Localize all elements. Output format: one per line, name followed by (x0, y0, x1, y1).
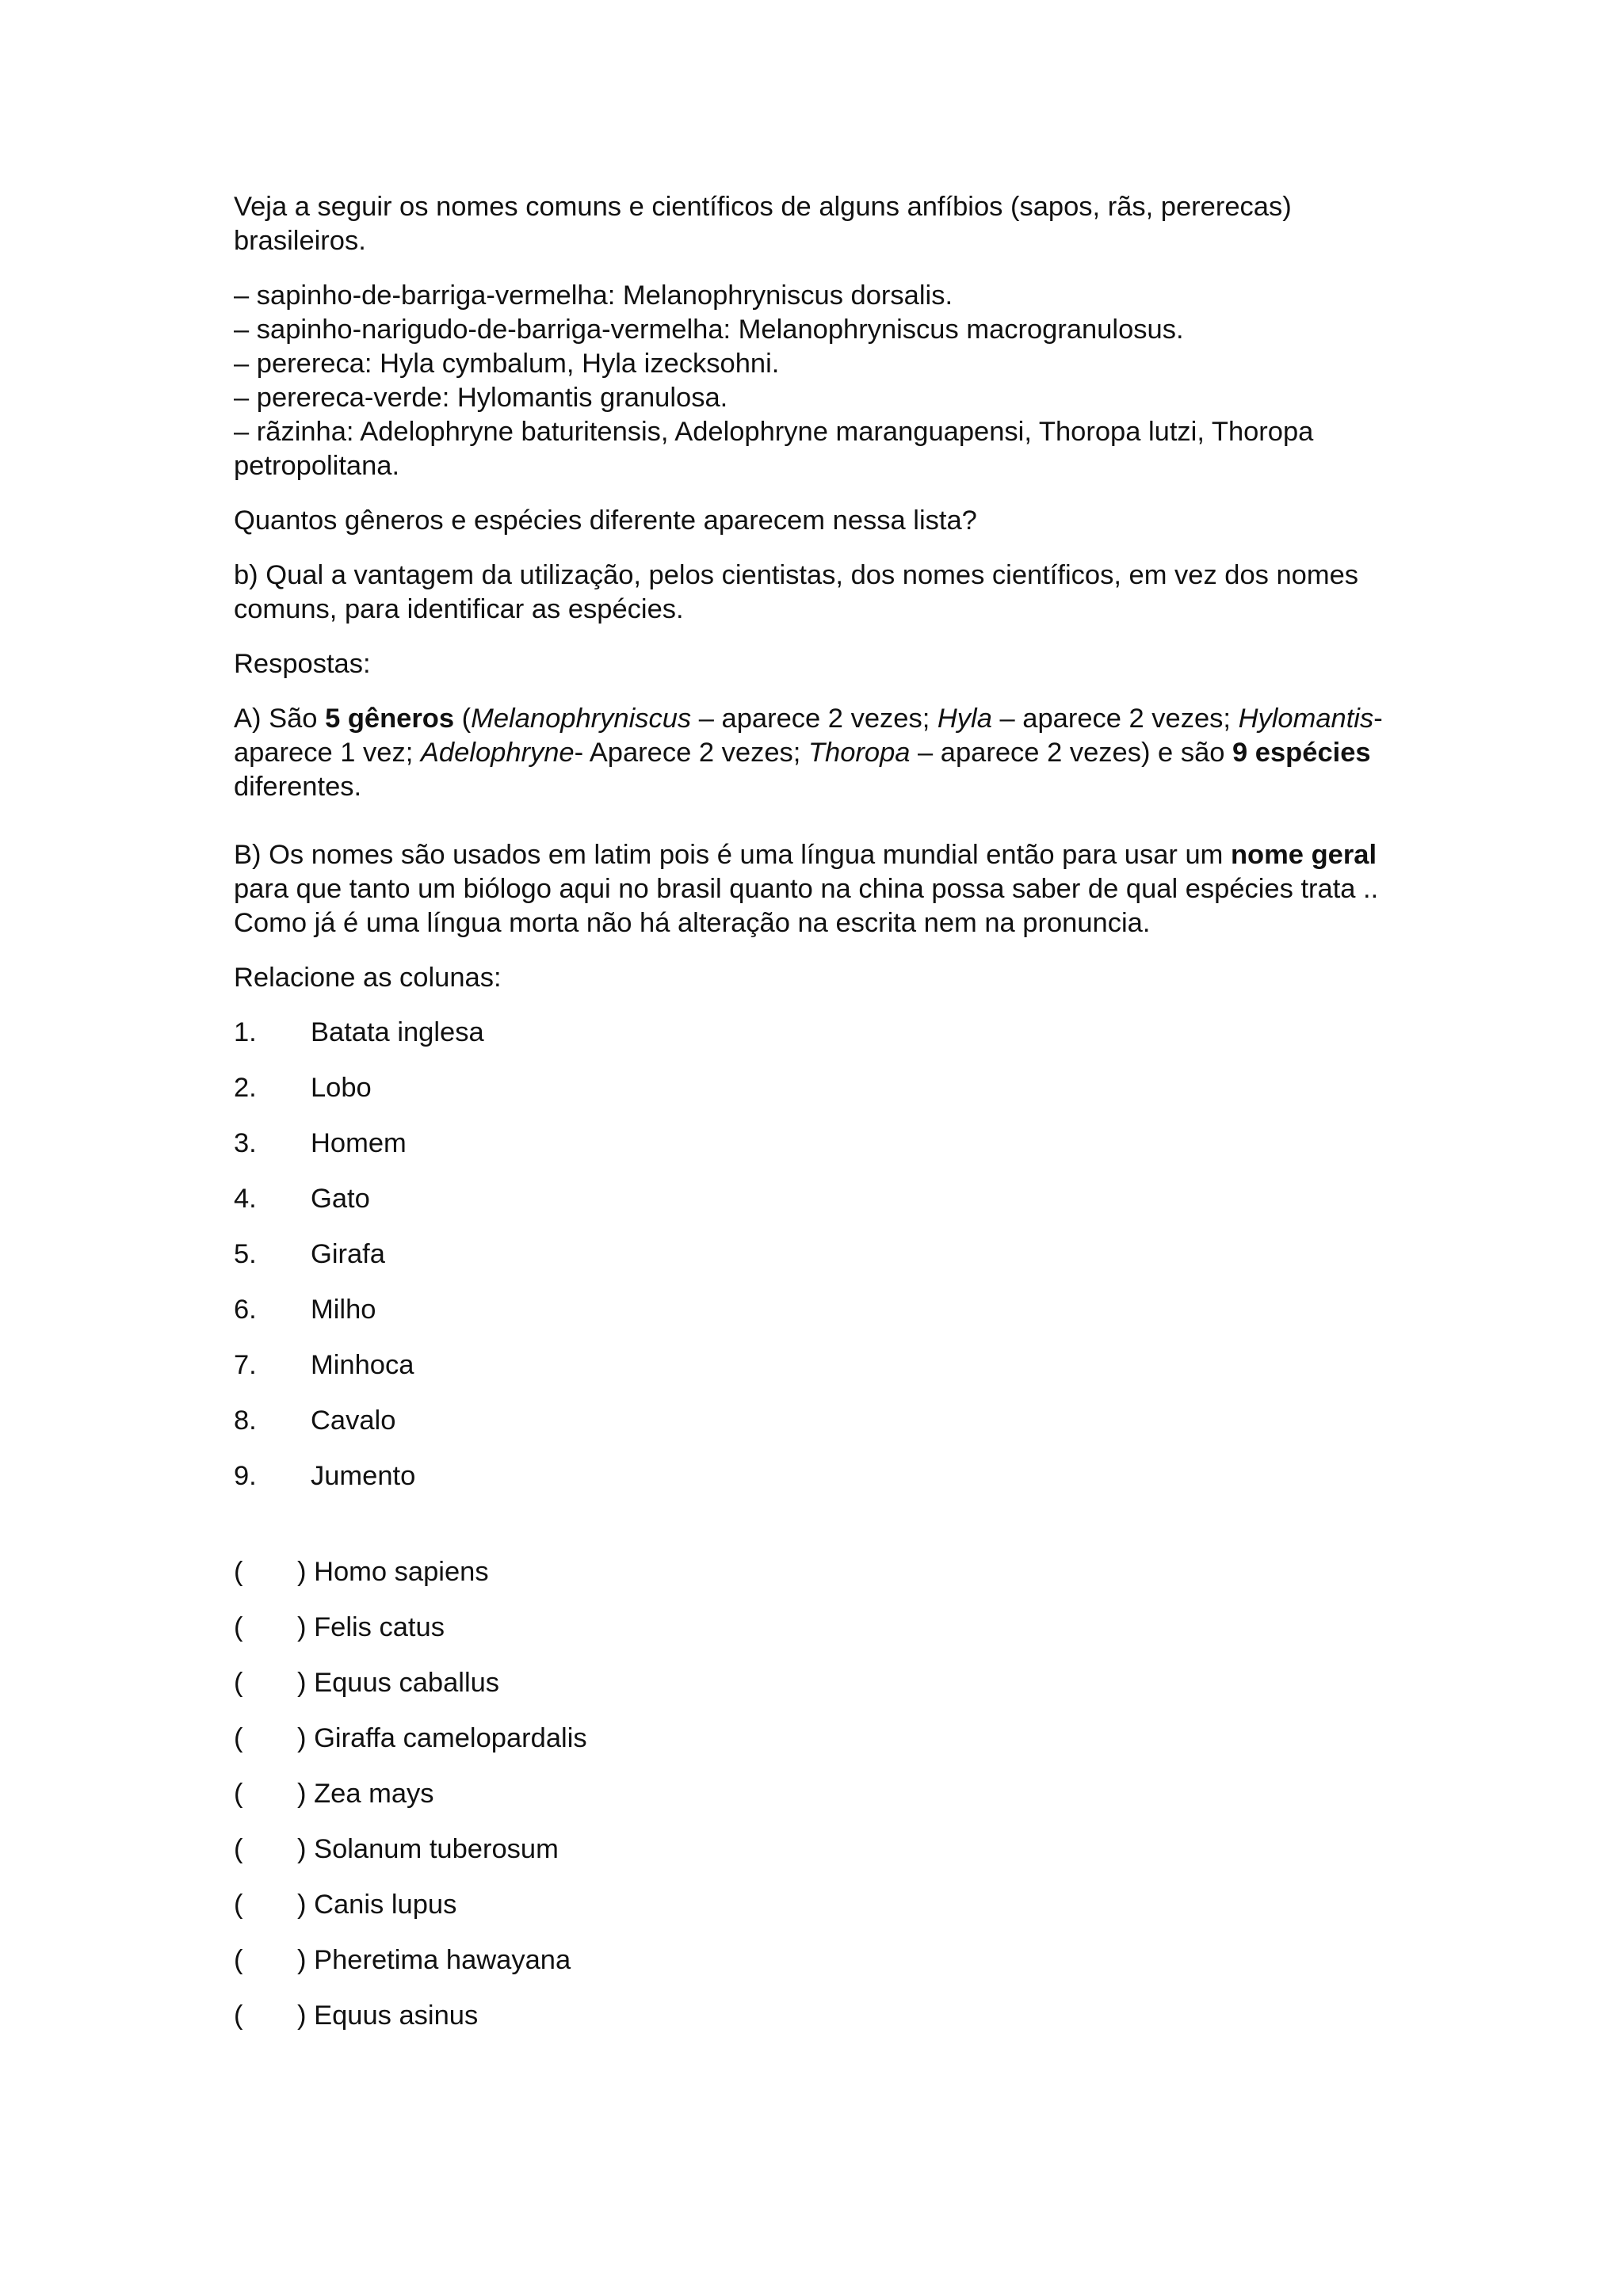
question-a: Quantos gêneros e espécies diferente aparecem nessa lista? (234, 505, 977, 536)
genus-adelophryne: Adelophryne (420, 738, 575, 768)
match-item (234, 1722, 1407, 1777)
item-number: 5. (234, 1239, 257, 1269)
species-line: – sapinho-narigudo-de-barriga-vermelha: Melanophryniscus macrogranulosus. (234, 315, 1184, 345)
answer-a-genera-count: 5 gêneros (325, 704, 455, 734)
item-label: Homem (311, 1128, 407, 1158)
item-label: Milho (311, 1295, 376, 1325)
scientific-name: ) Canis lupus (297, 1890, 457, 1920)
item-label: Cavalo (311, 1405, 396, 1436)
answer-blank-open: ( (234, 1779, 243, 1809)
scientific-name: ) Solanum tuberosum (297, 1834, 559, 1864)
item-number: 9. (234, 1461, 257, 1491)
scientific-name: ) Felis catus (297, 1612, 445, 1642)
answer-a-text: – aparece 2 vezes; (691, 704, 938, 734)
list-item (234, 1293, 1407, 1348)
answer-a-text: -aparece 1 vez; (234, 704, 1383, 768)
match-item (234, 1888, 1407, 1943)
item-number: 1. (234, 1017, 257, 1047)
genus-thoropa: Thoropa (808, 738, 911, 768)
match-item (234, 1999, 1407, 2054)
answer-a-text: diferentes. (234, 772, 362, 802)
item-label: Lobo (311, 1073, 372, 1103)
scientific-name: ) Equus asinus (297, 2000, 479, 2031)
numbered-list (234, 1016, 1407, 1515)
intro-paragraph: Veja a seguir os nomes comuns e científicos de alguns anfíbios (sapos, rãs, pererecas) brasileiros. (234, 192, 1292, 256)
item-label: Batata inglesa (311, 1017, 484, 1047)
document-page (234, 190, 1407, 2054)
answer-a-text: - Aparece 2 vezes; (574, 738, 808, 768)
answer-blank-open: ( (234, 1557, 243, 1587)
answers-heading: Respostas: (234, 649, 371, 679)
item-label: Girafa (311, 1239, 385, 1269)
item-number: 4. (234, 1184, 257, 1214)
answer-b-text: B) Os nomes são usados em latim pois é uma língua mundial então para usar um (234, 840, 1231, 870)
list-item (234, 1404, 1407, 1459)
answer-a-text: – aparece 2 vezes) e são (910, 738, 1233, 768)
genus-melanophryniscus: Melanophryniscus (471, 704, 692, 734)
item-label: Minhoca (311, 1350, 414, 1380)
answer-blank-open: ( (234, 1834, 243, 1864)
answer-b-emphasis: nome geral (1230, 840, 1377, 870)
species-line: – rãzinha: Adelophryne baturitensis, Adelophryne maranguapensi, Thoropa lutzi, Thoropa petropolitana. (234, 417, 1314, 481)
item-number: 6. (234, 1295, 257, 1325)
match-item (234, 1666, 1407, 1722)
answer-a (234, 702, 1407, 804)
list-item (234, 1459, 1407, 1515)
scientific-names-list (234, 1555, 1407, 2054)
species-line: – sapinho-de-barriga-vermelha: Melanophryniscus dorsalis. (234, 280, 953, 311)
answer-a-text: ( (454, 704, 472, 734)
scientific-name: ) Homo sapiens (297, 1557, 489, 1587)
relate-title: Relacione as colunas: (234, 963, 502, 993)
answer-a-text: A) São (234, 704, 326, 734)
answer-b (234, 838, 1407, 940)
scientific-name: ) Equus caballus (297, 1668, 500, 1698)
list-item (234, 1348, 1407, 1404)
item-number: 7. (234, 1350, 257, 1380)
species-line: – perereca: Hyla cymbalum, Hyla izecksohni. (234, 349, 780, 379)
match-item (234, 1777, 1407, 1833)
genus-hyla: Hyla (937, 704, 992, 734)
answer-a-species-count: 9 espécies (1232, 738, 1371, 768)
list-item (234, 1182, 1407, 1238)
item-label: Gato (311, 1184, 370, 1214)
answer-blank-open: ( (234, 1890, 243, 1920)
answer-blank-open: ( (234, 1945, 243, 1975)
species-list (234, 279, 1407, 483)
species-line: – perereca-verde: Hylomantis granulosa. (234, 383, 728, 413)
item-number: 3. (234, 1128, 257, 1158)
list-item (234, 1238, 1407, 1293)
list-item (234, 1071, 1407, 1127)
answer-blank-open: ( (234, 1612, 243, 1642)
item-number: 2. (234, 1073, 257, 1103)
answer-blank-open: ( (234, 2000, 243, 2031)
item-label: Jumento (311, 1461, 416, 1491)
list-item (234, 1127, 1407, 1182)
match-item (234, 1611, 1407, 1666)
answer-b-text: para que tanto um biólogo aqui no brasil quanto na china possa saber de qual espécies trata .. Como já é uma língua morta não há alteração na escrita nem na pronuncia. (234, 874, 1379, 938)
match-item (234, 1943, 1407, 1999)
answer-blank-open: ( (234, 1723, 243, 1753)
match-item (234, 1555, 1407, 1611)
scientific-name: ) Giraffa camelopardalis (297, 1723, 587, 1753)
item-number: 8. (234, 1405, 257, 1436)
question-b: b) Qual a vantagem da utilização, pelos cientistas, dos nomes científicos, em vez dos nomes comuns, para identificar as espécies. (234, 560, 1359, 624)
genus-hylomantis: Hylomantis (1238, 704, 1374, 734)
answer-blank-open: ( (234, 1668, 243, 1698)
answer-a-text: – aparece 2 vezes; (991, 704, 1239, 734)
scientific-name: ) Pheretima hawayana (297, 1945, 571, 1975)
list-item (234, 1016, 1407, 1071)
scientific-name: ) Zea mays (297, 1779, 434, 1809)
match-item (234, 1833, 1407, 1888)
